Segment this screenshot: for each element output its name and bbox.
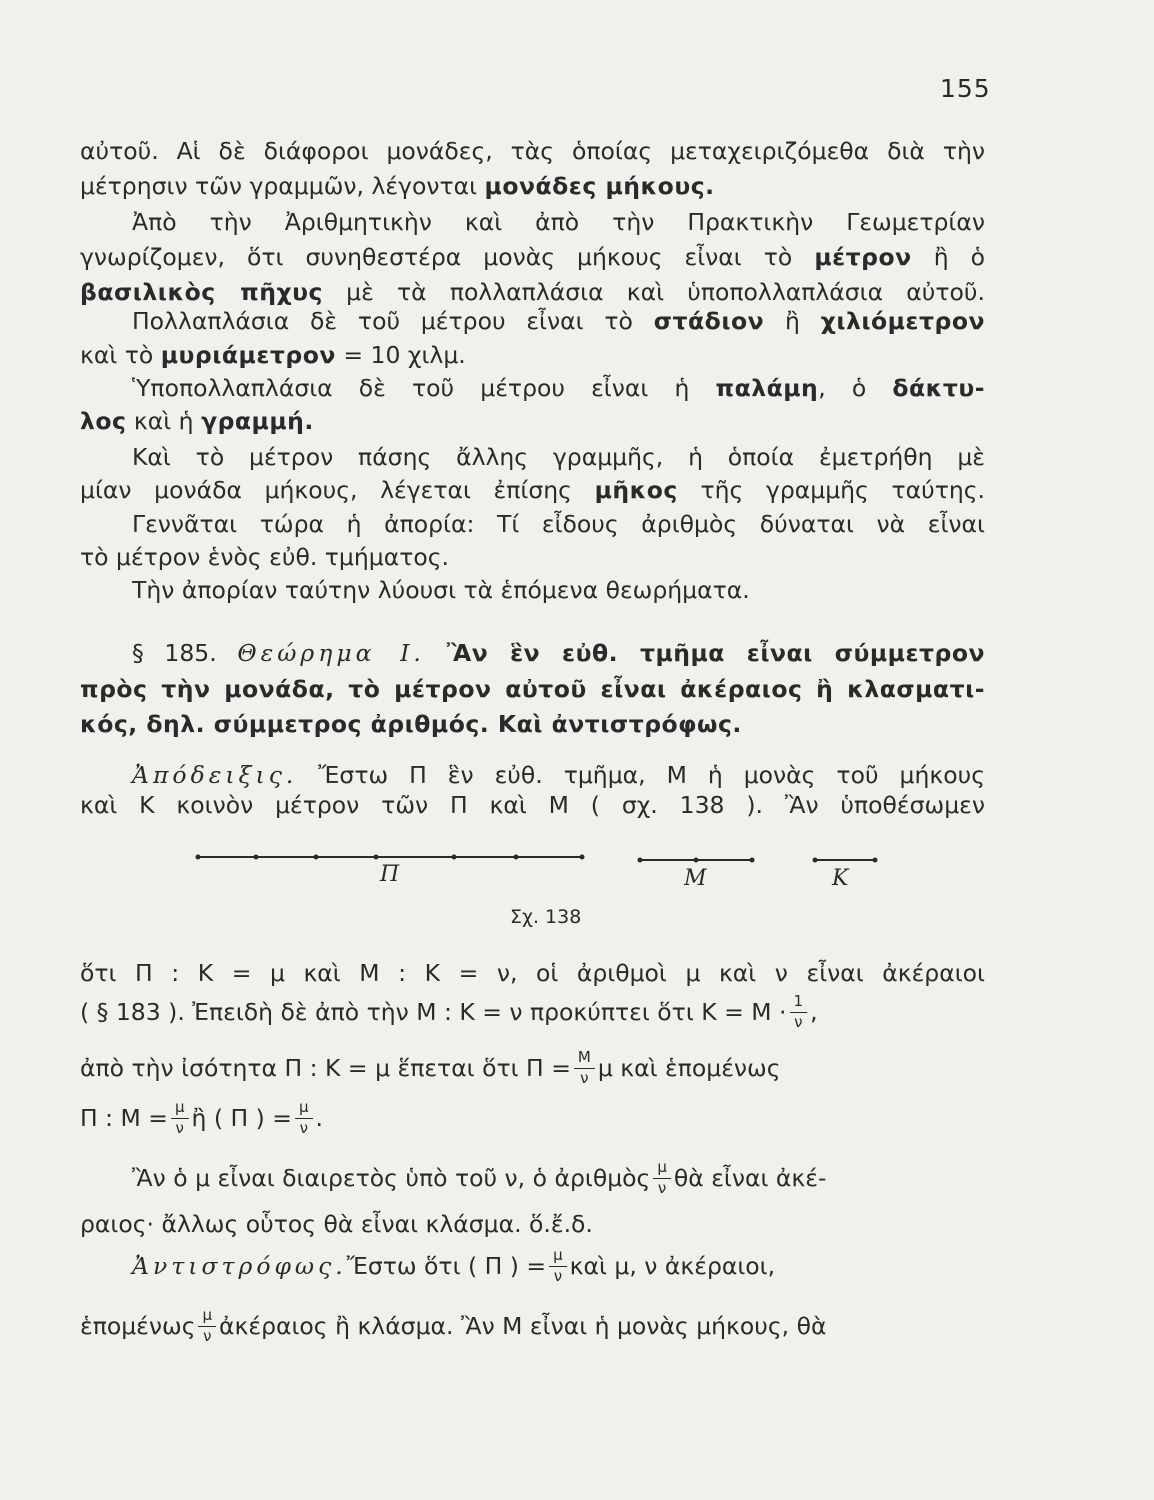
text-line: Π : Μ = $\frac{\mu}{\nu}$ ἢ ( Π ) = $\frac{\mu}{\nu}$ . (80, 1098, 324, 1137)
figure-label-P: Π (380, 862, 400, 887)
text-line: καὶ τὸ μυριάμετρον = 10 χιλμ. (80, 341, 466, 369)
text-line: μέτρησιν τῶν γραμμῶν, λέγονται μονάδες μήκους. (80, 172, 715, 200)
fraction: $\frac{\mu}{\nu}$ (198, 1308, 216, 1345)
theorem-heading: § 185. Θεώρημα Ι. Ἂν ἓν εὐθ. τμῆμα εἶναι σύμμετρον (132, 639, 985, 667)
text-line: ἑπομένως $\frac{\mu}{\nu}$ ἀκέραιος ἢ κλάσμα. Ἂν Μ εἶναι ἡ μονὰς μήκους, θὰ (80, 1306, 827, 1345)
figure-label-M: Μ (684, 866, 707, 891)
figure-caption: Σχ. 138 (510, 906, 582, 928)
text-line: λος καὶ ἡ γραμμή. (80, 407, 314, 435)
text-line: Πολλαπλάσια δὲ τοῦ μέτρου εἶναι τὸ στάδιον ἢ χιλιόμετρον (132, 307, 985, 335)
fraction: $\frac{\mu}{\nu}$ (549, 1248, 567, 1285)
text-line: τὸ μέτρον ἑνὸς εὐθ. τμήματος. (80, 543, 450, 571)
fraction: $\frac{M}{\nu}$ (574, 1050, 595, 1087)
theorem-text: κός, δηλ. σύμμετρος ἀριθμός. Καὶ ἀντιστρόφως. (80, 710, 742, 738)
text-line: Ἀπόδειξις. Ἔστω Π ἓν εὐθ. τμῆμα, Μ ἡ μονὰς τοῦ μήκους (132, 761, 985, 789)
text-line: Τὴν ἀπορίαν ταύτην λύουσι τὰ ἑπόμενα θεωρήματα. (132, 576, 750, 604)
fraction: $\frac{\mu}{\nu}$ (171, 1100, 189, 1137)
text-line: ( § 183 ). Ἐπειδὴ δὲ ἀπὸ τὴν Μ : Κ = ν προκύπτει ὅτι Κ = Μ · $\frac{1}{\nu}$ , (80, 992, 818, 1031)
text-line: Καὶ τὸ μέτρον πάσης ἄλλης γραμμῆς, ἡ ὁποία ἐμετρήθη μὲ (132, 443, 985, 471)
text-line: Ἀντιστρόφως. Ἔστω ὅτι ( Π ) = $\frac{\mu}{\nu}$ καὶ μ, ν ἀκέραιοι, (132, 1246, 776, 1285)
text-line: Ἂν ὁ μ εἶναι διαιρετὸς ὑπὸ τοῦ ν, ὁ ἀριθμὸς $\frac{\mu}{\nu}$ θὰ εἶναι ἀκέ- (132, 1158, 827, 1197)
text-line: αὐτοῦ. Αἱ δὲ διάφοροι μονάδες, τὰς ὁποίας μεταχειριζόμεθα διὰ τὴν (80, 137, 985, 165)
text-line: γνωρίζομεν, ὅτι συνηθεστέρα μονὰς μήκους εἶναι τὸ μέτρον ἢ ὁ (80, 243, 985, 271)
text-line: ὅτι Π : Κ = μ καὶ Μ : Κ = ν, οἱ ἀριθμοὶ μ καὶ ν εἶναι ἀκέραιοι (80, 959, 985, 987)
text-line: ἀπὸ τὴν ἰσότητα Π : Κ = μ ἕπεται ὅτι Π = $\frac{M}{\nu}$ μ καὶ ἑπομένως (80, 1048, 781, 1087)
text-line: Ὑποπολλαπλάσια δὲ τοῦ μέτρου εἶναι ἡ παλάμη, ὁ δάκτυ- (132, 374, 985, 402)
text-line: καὶ Κ κοινὸν μέτρον τῶν Π καὶ Μ ( σχ. 138 ). Ἂν ὑποθέσωμεν (80, 791, 985, 819)
text-line: βασιλικὸς πῆχυς μὲ τὰ πολλαπλάσια καὶ ὑποπολλαπλάσια αὐτοῦ. (80, 278, 985, 306)
text-line: Γεννᾶται τώρα ἡ ἀπορία: Τί εἶδους ἀριθμὸς δύναται νὰ εἶναι (132, 510, 985, 538)
fraction: $\frac{1}{\nu}$ (790, 994, 808, 1031)
page-number: 155 (940, 74, 991, 103)
theorem-text: πρὸς τὴν μονάδα, τὸ μέτρον αὐτοῦ εἶναι ἀκέραιος ἢ κλασματι- (80, 675, 985, 703)
fraction: $\frac{\mu}{\nu}$ (295, 1100, 313, 1137)
text-line: ραιος· ἄλλως οὗτος θὰ εἶναι κλάσμα. ὅ.ἔ.δ. (80, 1210, 593, 1238)
figure-label-K: Κ (832, 866, 849, 891)
text-line: μίαν μονάδα μήκους, λέγεται ἐπίσης μῆκος τῆς γραμμῆς ταύτης. (80, 476, 985, 504)
fraction: $\frac{\mu}{\nu}$ (653, 1160, 671, 1197)
bold-term: μονάδες μήκους. (484, 172, 715, 200)
text-line: Ἀπὸ τὴν Ἀριθμητικὴν καὶ ἀπὸ τὴν Πρακτικὴν Γεωμετρίαν (132, 208, 985, 236)
